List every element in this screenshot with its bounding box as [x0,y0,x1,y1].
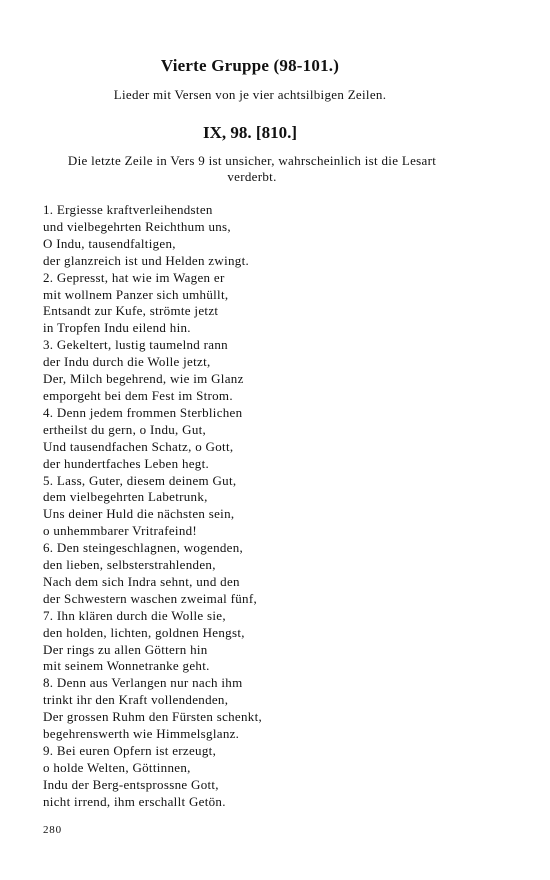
verse-line: den holden, lichten, goldnen Hengst, [43,624,245,640]
verse-line: Nach dem sich Indra sehnt, und den [43,573,240,589]
verse-line: Der rings zu allen Göttern hin [43,641,208,657]
verse-line: o unhemmbarer Vritrafeind! [43,523,198,539]
group-subtitle: Lieder mit Versen von je vier achtsilbigen Zeilen. [113,87,387,102]
verse-line: dem vielbegehrten Labetrunk, [43,489,208,505]
verse-line: der Schwestern waschen zweimal fünf, [43,590,258,606]
verse-line: Uns deiner Huld die nächsten sein, [43,506,235,522]
verse-line: 7. Ihn klären durch die Wolle sie, [43,607,226,623]
verse-line: 1. Ergiesse kraftverleihendsten [43,202,213,217]
verse-line: der Indu durch die Wolle jetzt, [43,354,211,370]
verse-line: Indu der Berg-entsprossne Gott, [43,776,219,792]
verse-line: Entsandt zur Kufe, strömte jetzt [43,303,219,319]
hymn-title: IX, 98. [810.] [203,123,297,142]
verse-line: 9. Bei euren Opfern ist erzeugt, [43,743,217,758]
verse-line: mit seinem Wonnetranke geht. [43,658,210,674]
verse-line: und vielbegehrten Reichthum uns, [43,218,231,234]
verse-line: den lieben, selbsterstrahlenden, [43,557,216,573]
verse-line: der hundertfaches Leben hegt. [43,455,210,471]
group-title: Vierte Gruppe (98-101.) [160,56,340,75]
verse-line: Und tausendfachen Schatz, o Gott, [43,438,234,454]
verse-line: 8. Denn aus Verlangen nur nach ihm [43,675,243,691]
verse-line: ertheilst du gern, o Indu, Gut, [43,421,207,437]
verse-line: 3. Gekeltert, lustig taumelnd rann [43,337,228,353]
verse-text [43,202,483,811]
verse-line: nicht irrend, ihm erschallt Getön. [43,793,226,809]
verse-line: in Tropfen Indu eilend hin. [43,320,191,336]
verse-line: begehrenswerth wie Himmelsglanz. [43,726,240,742]
verse-line: mit wollnem Panzer sich umhüllt, [43,286,229,302]
verse-line: 4. Denn jedem frommen Sterblichen [43,404,243,420]
verse-line: Der grossen Ruhm den Fürsten schenkt, [43,709,263,725]
verse-line: 6. Den steingeschlagnen, wogenden, [43,540,244,556]
verse-line: 2. Gepresst, hat wie im Wagen er [43,269,225,285]
verse-line: trinkt ihr den Kraft vollendenden, [43,692,229,708]
page-number: 280 [43,824,62,836]
verse-line: der glanzreich ist und Helden zwingt. [43,252,250,268]
verse-line: emporgeht bei dem Fest im Strom. [43,387,233,403]
editorial-note: Die letzte Zeile in Vers 9 ist unsicher, wahrscheinlich ist die Lesart verderbt. [67,153,437,184]
verse-line: 5. Lass, Guter, diesem deinem Gut, [43,472,237,488]
verse-line: O Indu, tausendfaltigen, [43,235,176,251]
verse-line: o holde Welten, Göttinnen, [43,759,191,775]
verse-line: Der, Milch begehrend, wie im Glanz [43,371,244,387]
